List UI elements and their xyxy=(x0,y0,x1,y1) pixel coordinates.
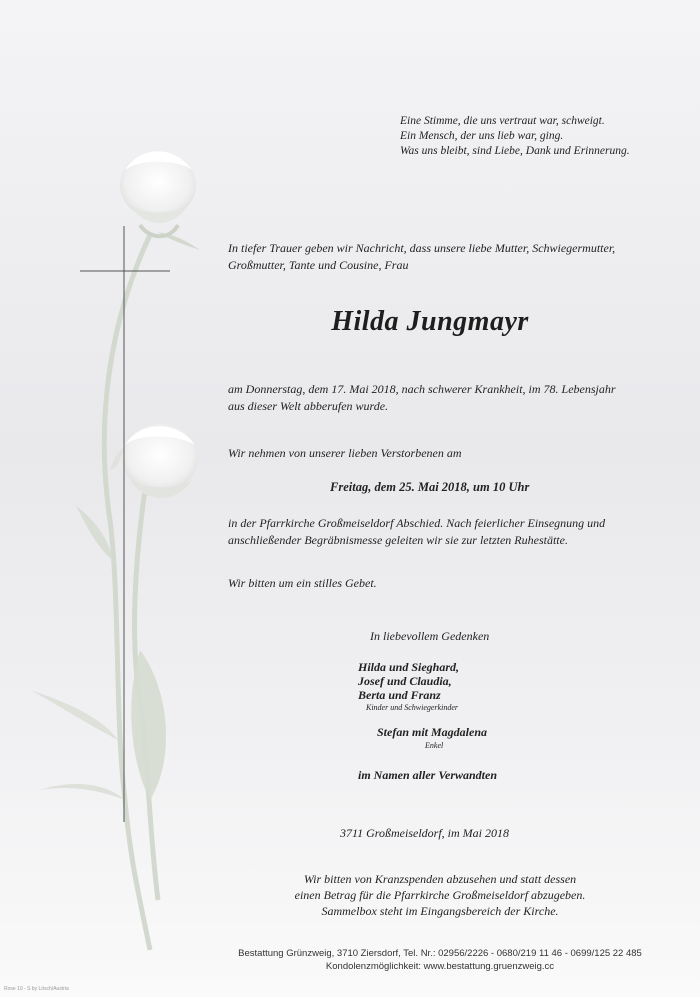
death-line: am Donnerstag, dem 17. Mai 2018, nach schwerer Krankheit, im 78. Lebensjahr xyxy=(228,382,616,396)
flowers-line: Sammelbox steht im Eingangsbereich der Kirche. xyxy=(321,904,559,918)
flowers-line: einen Betrag für die Pfarrkirche Großmeiseldorf abzugeben. xyxy=(294,888,586,902)
poem-line: Eine Stimme, die uns vertraut war, schweigt. xyxy=(400,115,605,127)
announcement-intro xyxy=(228,240,615,274)
memory-heading: In liebevollem Gedenken xyxy=(370,629,490,643)
place-date: 3711 Großmeiseldorf, im Mai 2018 xyxy=(340,826,509,840)
funeral-home-contact: Bestattung Grünzweig, 3710 Ziersdorf, Tel. Nr.: 02956/2226 - 0680/219 11 46 - 0699/125 22 485 xyxy=(238,948,642,959)
family-line: Hilda und Sieghard, xyxy=(358,660,460,674)
leaf xyxy=(131,650,166,800)
death-details xyxy=(228,381,616,415)
children-names xyxy=(358,660,508,702)
leaf xyxy=(30,690,118,740)
grandchild-names: Stefan mit Magdalena xyxy=(377,725,488,739)
church-details xyxy=(228,515,605,549)
funeral-home-footer xyxy=(0,947,700,973)
condolence-link[interactable]: Kondolenzmöglichkeit: www.bestattung.gruenzweig.cc xyxy=(325,961,555,972)
children-role: Kinder und Schwiegerkinder xyxy=(366,703,458,712)
poem xyxy=(400,114,630,159)
church-line: in der Pfarrkirche Großmeiseldorf Abschied. Nach feierlicher Einsegnung und xyxy=(228,516,606,530)
relatives-line: im Namen aller Verwandten xyxy=(358,768,498,782)
flowers-line: Wir bitten von Kranzspenden abzusehen und statt dessen xyxy=(303,872,577,886)
intro-line: In tiefer Trauer geben wir Nachricht, dass unsere liebe Mutter, Schwiegermutter, xyxy=(228,241,616,255)
poem-line: Was uns bleibt, sind Liebe, Dank und Erinnerung. xyxy=(400,145,630,157)
rose-upper xyxy=(120,151,196,236)
poem-line: Ein Mensch, der uns lieb war, ging. xyxy=(400,130,564,142)
leaf xyxy=(75,505,112,560)
prayer-request: Wir bitten um ein stilles Gebet. xyxy=(228,576,377,590)
grandchild-role: Enkel xyxy=(425,741,444,750)
church-line: anschließender Begräbnismesse geleiten wir sie zur letzten Ruhestätte. xyxy=(228,533,568,547)
death-line: aus dieser Welt abberufen wurde. xyxy=(228,399,389,413)
funeral-date: Freitag, dem 25. Mai 2018, um 10 Uhr xyxy=(330,480,530,494)
farewell-intro: Wir nehmen von unserer lieben Verstorbenen am xyxy=(228,446,462,460)
rose-lower xyxy=(110,424,198,498)
image-credit: Rose 10 - S by Lösch/Austria xyxy=(4,986,69,992)
leaf xyxy=(40,784,125,800)
family-line: Berta und Franz xyxy=(358,688,441,702)
flowers-note xyxy=(0,871,700,919)
rose-stem-upper xyxy=(104,235,150,950)
family-line: Josef und Claudia, xyxy=(358,674,452,688)
intro-line: Großmutter, Tante und Cousine, Frau xyxy=(228,258,409,272)
deceased-name: Hilda Jungmayr xyxy=(331,306,529,337)
